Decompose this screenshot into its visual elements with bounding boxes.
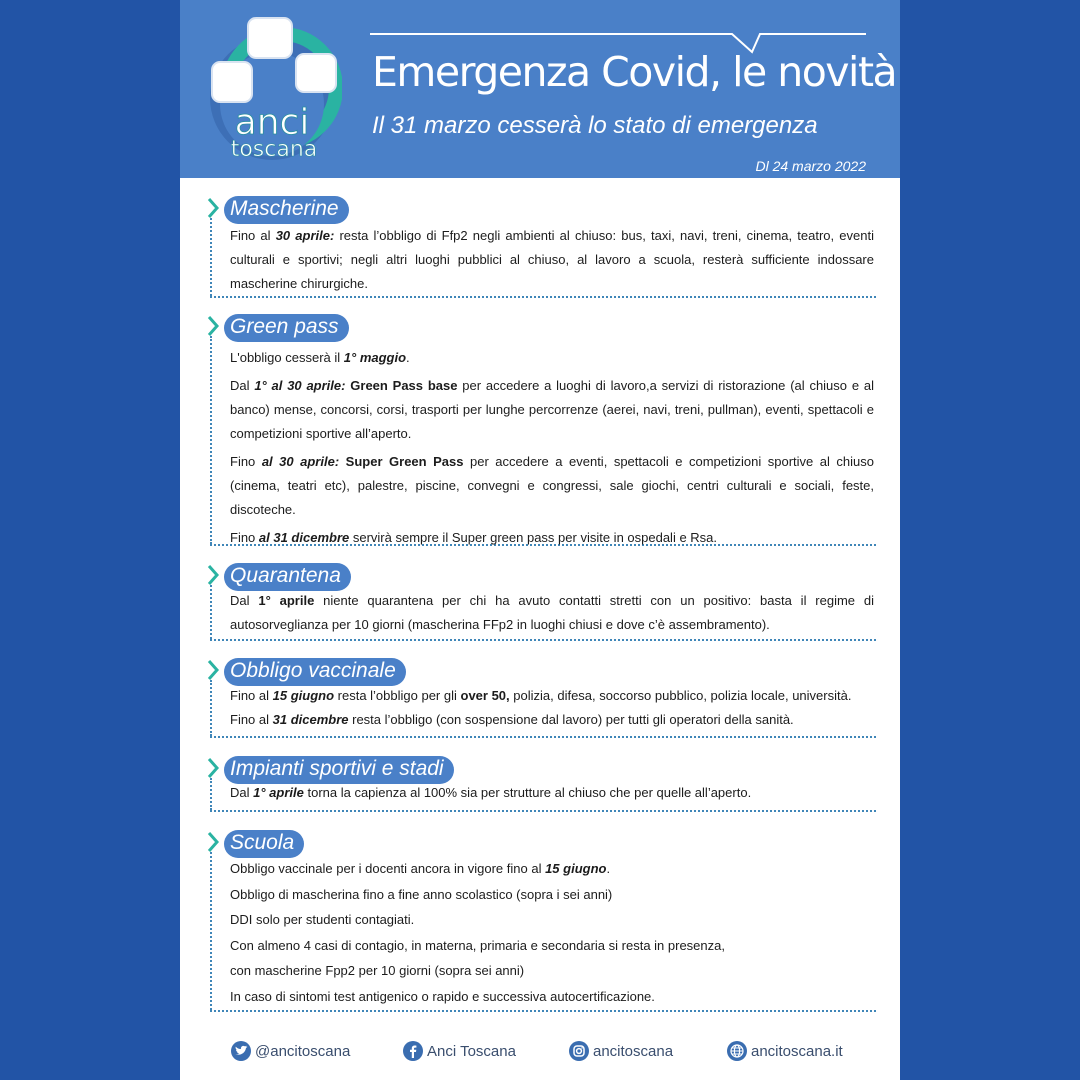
text-run: Obbligo di mascherina fino a fine anno scolastico (sopra i sei anni) (230, 886, 613, 902)
section-title: Scuola (224, 830, 304, 858)
section-body (230, 856, 874, 1009)
text-run: Dal (230, 593, 259, 608)
text-run: per accedere a eventi, spettacoli e competizioni sportive al chiuso (cinema, teatri etc), palestre, piscine, convegni e congressi, sale giochi, centri culturali e sociali, feste, discoteche. (230, 454, 874, 517)
text-run: niente quarantena per chi ha avuto contatti stretti con un positivo: basta il regime di autosorveglianza per 10 giorni (mascherina FFp2 in luoghi chiusi e dove c’è assembramento). (230, 593, 874, 632)
text-run: DDI solo per studenti contagiati. (230, 912, 415, 927)
text-run: In caso di sintomi test antigenico o rapido e successiva autocertificazione. (230, 988, 655, 1004)
text-run: al 30 aprile: (261, 454, 340, 469)
text-run: con mascherine Fpp2 per 10 giorni (sopra sei anni) (230, 963, 525, 978)
section-paragraph (230, 958, 874, 984)
section-paragraph (230, 933, 874, 959)
text-run: . (606, 861, 611, 876)
page-title: Emergenza Covid, le novità (372, 48, 897, 96)
text-run: Fino (230, 454, 262, 469)
section-mascherine (210, 196, 876, 298)
section-title: Impianti sportivi e stadi (224, 756, 454, 784)
section-body (230, 224, 874, 296)
chevron-right-icon (206, 658, 220, 682)
section-paragraph (230, 526, 874, 550)
chevron-right-icon (206, 756, 220, 780)
section-title: Obbligo vaccinale (224, 658, 406, 686)
section-paragraph (230, 346, 874, 370)
text-run: Green Pass base (350, 378, 458, 393)
section-paragraph (230, 856, 874, 882)
chevron-right-icon (206, 314, 220, 338)
text-run: resta l’obbligo di Ffp2 negli ambienti al chiuso: bus, taxi, navi, treni, cinema, teatro, eventi culturali e sportivi; negli altri luoghi pubblici al chiuso, al lavoro a scuola, resterà sufficiente indossare mascherine chirurgiche. (230, 228, 874, 291)
text-run: al 31 dicembre (258, 530, 350, 545)
text-run: 15 giugno (272, 688, 335, 703)
section-paragraph (230, 708, 874, 732)
section-paragraph (230, 684, 874, 708)
chevron-right-icon (206, 563, 220, 587)
section-paragraph (230, 882, 874, 908)
text-run: 1° aprile (253, 785, 304, 800)
section-paragraph (230, 450, 874, 522)
text-run: Fino (230, 530, 259, 545)
text-run: Fino al (230, 688, 273, 703)
section-impianti-sportivi (210, 756, 876, 812)
social-footer (180, 1036, 900, 1066)
instagram-icon (568, 1040, 590, 1062)
text-run: . (406, 350, 410, 365)
twitter-link[interactable] (230, 1040, 350, 1062)
section-title: Green pass (224, 314, 349, 342)
chevron-right-icon (206, 196, 220, 220)
twitter-icon (230, 1040, 252, 1062)
text-run: resta l’obbligo per gli (334, 688, 461, 703)
text-run: Dal (230, 378, 255, 393)
decree-date: Dl 24 marzo 2022 (755, 158, 866, 174)
page-subtitle: Il 31 marzo cesserà lo stato di emergenza (372, 112, 818, 139)
twitter-handle: @ancitoscana (255, 1042, 351, 1060)
section-paragraph (230, 984, 874, 1010)
text-run: 31 dicembre (272, 712, 349, 727)
website-link[interactable] (726, 1040, 843, 1062)
facebook-link[interactable] (402, 1040, 516, 1062)
section-paragraph (230, 781, 874, 805)
section-paragraph (230, 374, 874, 446)
svg-text:toscana: toscana (230, 137, 318, 162)
section-body (230, 781, 874, 805)
header (180, 0, 900, 178)
text-run: over 50, (460, 688, 510, 703)
section-obbligo-vaccinale (210, 658, 876, 738)
text-run: Super Green Pass (345, 454, 464, 469)
text-run: torna la capienza al 100% sia per strutture al chiuso che per quelle all’aperto. (303, 785, 752, 800)
anci-toscana-logo (202, 14, 342, 164)
text-run: 1° aprile (258, 593, 315, 608)
text-run: polizia, difesa, soccorso pubblico, polizia locale, università. (509, 688, 852, 703)
text-run: Fino al (230, 228, 276, 243)
section-quarantena (210, 563, 876, 641)
facebook-icon (402, 1040, 424, 1062)
section-body (230, 346, 874, 550)
text-run: Fino al (230, 712, 273, 727)
section-green-pass (210, 314, 876, 546)
text-run: 30 aprile: (275, 228, 335, 243)
globe-icon (726, 1040, 748, 1062)
facebook-page: Anci Toscana (427, 1042, 516, 1060)
text-run: servirà sempre il Super green pass per visite in ospedali e Rsa. (349, 530, 718, 545)
section-body (230, 684, 874, 732)
text-run: per accedere a luoghi di lavoro,a servizi di ristorazione (al chiuso e al banco) mense, concorsi, corsi, trasporti per lunghe percorrenze (aerei, navi, treni, pullman), eventi, spettacoli e competizioni sportive all’aperto. (230, 378, 874, 441)
text-run: 1° al 30 aprile: (254, 378, 346, 393)
section-paragraph (230, 589, 874, 637)
section-paragraph (230, 907, 874, 933)
section-scuola (210, 830, 876, 1012)
text-run: resta l’obbligo (con sospensione dal lavoro) per tutti gli operatori della sanità. (348, 712, 794, 727)
text-run: L'obbligo cesserà il (230, 350, 344, 365)
text-run: 1° maggio (343, 350, 407, 365)
chevron-right-icon (206, 830, 220, 854)
section-title: Quarantena (224, 563, 351, 591)
instagram-link[interactable] (568, 1040, 673, 1062)
section-paragraph (230, 224, 874, 296)
instagram-handle: ancitoscana (593, 1042, 674, 1060)
svg-text:anci: anci (234, 102, 310, 143)
text-run: Obbligo vaccinale per i docenti ancora in vigore fino al (230, 861, 546, 876)
website-url: ancitoscana.it (751, 1042, 843, 1060)
text-run: Dal (230, 785, 254, 800)
infographic-sheet (180, 0, 900, 1080)
text-run: 15 giugno (545, 861, 607, 876)
text-run: Con almeno 4 casi di contagio, in materna, primaria e secondaria si resta in presenza, (230, 937, 725, 953)
section-title: Mascherine (224, 196, 349, 224)
section-body (230, 589, 874, 637)
